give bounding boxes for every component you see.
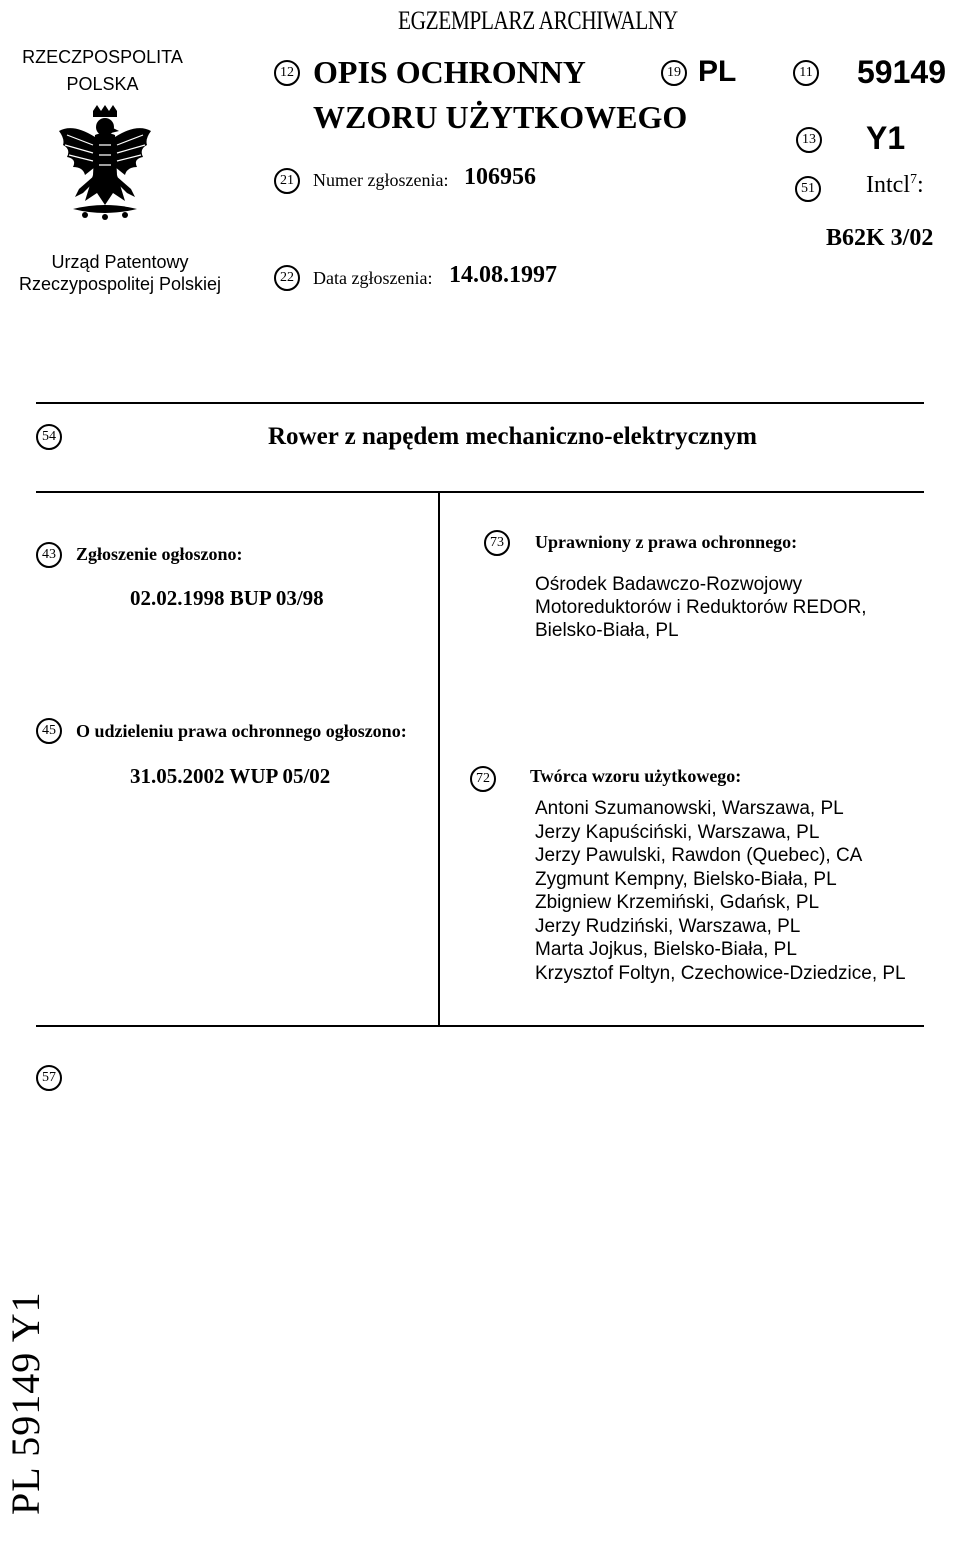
inid-code-12: 12 <box>274 60 300 86</box>
creator-item: Krzysztof Foltyn, Czechowice-Dziedzice, PL <box>535 962 906 984</box>
country-name: RZECZPOSPOLITA POLSKA <box>22 47 183 94</box>
inid-code-22: 22 <box>274 265 300 291</box>
publication-value: 02.02.1998 BUP 03/98 <box>130 586 324 610</box>
inid-code-57: 57 <box>36 1065 62 1091</box>
document-number: 59149 <box>857 54 946 90</box>
classification-label: Intcl$^7$: <box>866 172 924 198</box>
creator-item: Jerzy Kapuściński, Warszawa, PL <box>535 821 820 843</box>
inid-code-19: 19 <box>661 60 687 86</box>
archival-copy-stamp: EGZEMPLARZ ARCHIWALNY <box>398 6 678 35</box>
creator-item: Marta Jojkus, Bielsko-Biała, PL <box>535 939 797 960</box>
divider-vertical <box>438 491 440 1026</box>
creators-list <box>535 797 906 985</box>
side-document-label: PL 59149 Y1 <box>3 1291 48 1515</box>
inid-code-51: 51 <box>795 176 821 202</box>
creators-label: Twórca wzoru użytkowego: <box>530 766 742 786</box>
inid-code-72: 72 <box>470 766 496 792</box>
divider-title <box>36 491 924 493</box>
proprietor-name <box>535 573 867 642</box>
creator-item: Jerzy Pawulski, Rawdon (Quebec), CA <box>535 845 863 866</box>
inid-code-13: 13 <box>796 127 822 153</box>
creator-item: Jerzy Rudziński, Warszawa, PL <box>535 915 801 937</box>
proprietor-line: Bielsko-Biała, PL <box>535 620 679 641</box>
country-code: PL <box>698 55 737 88</box>
proprietor-label: Uprawniony z prawa ochronnego: <box>535 532 798 552</box>
patent-office-name: Urząd Patentowy Rzeczypospolitej Polskiej <box>18 252 222 294</box>
proprietor-line: Ośrodek Badawczo-Rozwojowy <box>535 574 803 595</box>
creator-item: Zbigniew Krzemiński, Gdańsk, PL <box>535 892 820 913</box>
creator-item: Zygmunt Kempny, Bielsko-Biała, PL <box>535 868 837 890</box>
application-number-label: Numer zgłoszenia: <box>313 170 449 190</box>
inid-code-54: 54 <box>36 424 62 450</box>
divider-bottom <box>36 1025 924 1027</box>
document-type-line1: OPIS OCHRONNY <box>313 54 586 90</box>
publication-label: Zgłoszenie ogłoszono: <box>76 544 243 564</box>
utility-model-title: Rower z napędem mechaniczno-elektrycznym <box>268 423 758 450</box>
polish-eagle-emblem <box>55 105 155 223</box>
inid-code-11: 11 <box>793 60 819 86</box>
grant-value: 31.05.2002 WUP 05/02 <box>130 764 331 788</box>
application-date-label: Data zgłoszenia: <box>313 268 433 288</box>
inid-code-21: 21 <box>274 168 300 194</box>
inid-code-73: 73 <box>484 530 510 556</box>
divider-top <box>36 402 924 404</box>
creator-item: Antoni Szumanowski, Warszawa, PL <box>535 798 844 819</box>
proprietor-line: Motoreduktorów i Reduktorów REDOR, <box>535 597 867 618</box>
kind-code: Y1 <box>866 120 906 156</box>
grant-label: O udzieleniu prawa ochronnego ogłoszono: <box>76 721 407 741</box>
application-date: 14.08.1997 <box>449 262 557 288</box>
application-number: 106956 <box>464 164 536 190</box>
classification-value: B62K 3/02 <box>826 225 934 251</box>
inid-code-43: 43 <box>36 542 62 568</box>
document-type-line2: WZORU UŻYTKOWEGO <box>313 99 688 135</box>
inid-code-45: 45 <box>36 718 62 744</box>
